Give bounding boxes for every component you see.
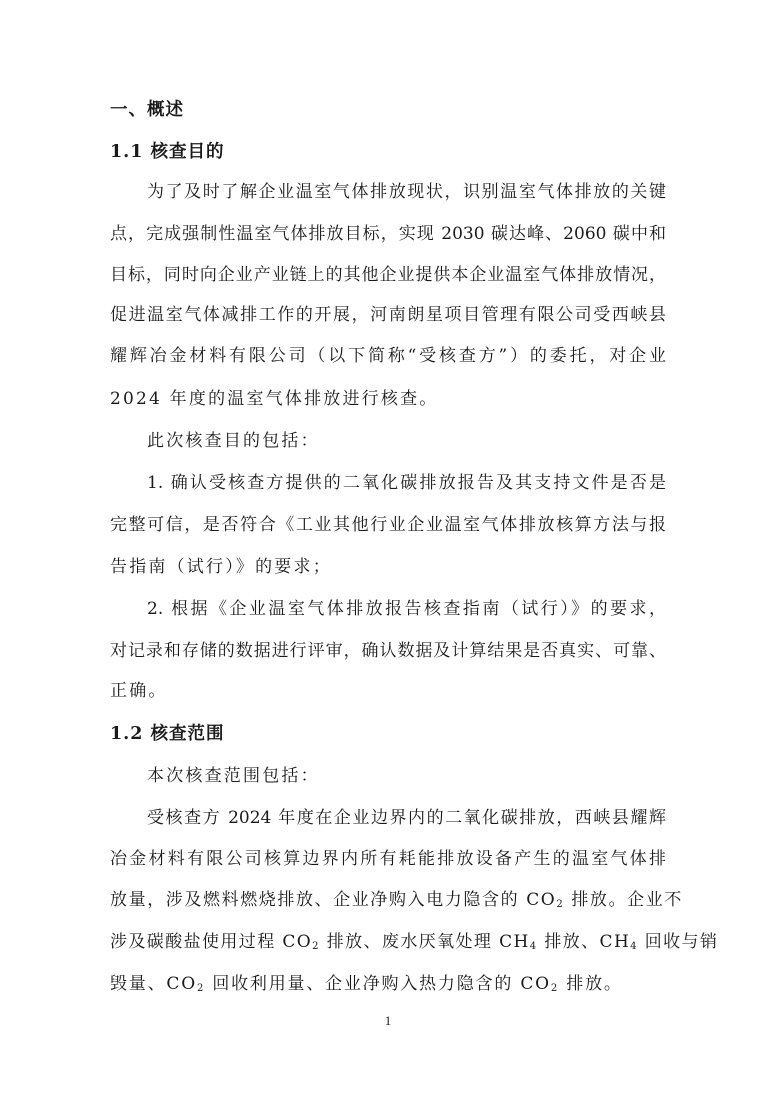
paragraph-line: 促进温室气体减排工作的开展，河南朗星项目管理有限公司受西峡县 — [110, 305, 666, 325]
list-item-1-line: 1. 确认受核查方提供的二氧化碳排放报告及其支持文件是否是 — [147, 473, 666, 493]
paragraph-line: 耀辉冶金材料有限公司（以下简称“受核查方”）的委托，对企业 — [110, 346, 666, 366]
paragraph-purpose-intro: 此次核查目的包括： — [147, 431, 320, 451]
list-item-1-line: 完整可信，是否符合《工业其他行业企业温室气体排放核算方法与报 — [110, 515, 666, 535]
paragraph-line: 点，完成强制性温室气体排放目标，实现 2030 碳达峰、2060 碳中和 — [110, 224, 666, 244]
section-title-1-2: 1.2 核查范围 — [110, 724, 225, 744]
paragraph-line: 毁量、$CO_2$ 回收利用量、企业净购入热力隐含的 $CO_2$ 排放。 — [110, 974, 623, 994]
paragraph-line: 涉及碳酸盐使用过程 $CO_2$ 排放、废水厌氧处理 $CH_4$ 排放、$CH_4$ 回收与销 — [110, 932, 719, 952]
paragraph-scope-intro: 本次核查范围包括： — [147, 766, 320, 786]
list-item-2-line: 正确。 — [110, 681, 168, 701]
heading-overview: 一、概述 — [110, 100, 184, 120]
section-title-1-1: 1.1 核查目的 — [110, 142, 225, 162]
paragraph-line: 受核查方 2024 年度在企业边界内的二氧化碳排放，西峡县耀辉 — [147, 808, 666, 828]
paragraph-line: 放量，涉及燃料燃烧排放、企业净购入电力隐含的 $CO_2$ 排放。企业不 — [110, 890, 683, 910]
list-item-1-line: 告指南（试行）》的要求； — [110, 557, 332, 577]
paragraph-line: 目标，同时向企业产业链上的其他企业提供本企业温室气体排放情况， — [110, 265, 666, 285]
paragraph-line: 冶金材料有限公司核算边界内所有耗能排放设备产生的温室气体排 — [110, 849, 666, 869]
paragraph-line: 2024 年度的温室气体排放进行核查。 — [110, 389, 439, 409]
paragraph-line: 为了及时了解企业温室气体排放现状，识别温室气体排放的关键 — [147, 182, 666, 202]
list-item-2-line: 2. 根据《企业温室气体排放报告核查指南（试行）》的要求， — [147, 599, 666, 619]
page-number: 1 — [384, 1013, 392, 1028]
list-item-2-line: 对记录和存储的数据进行评审，确认数据及计算结果是否真实、可靠、 — [110, 641, 666, 661]
